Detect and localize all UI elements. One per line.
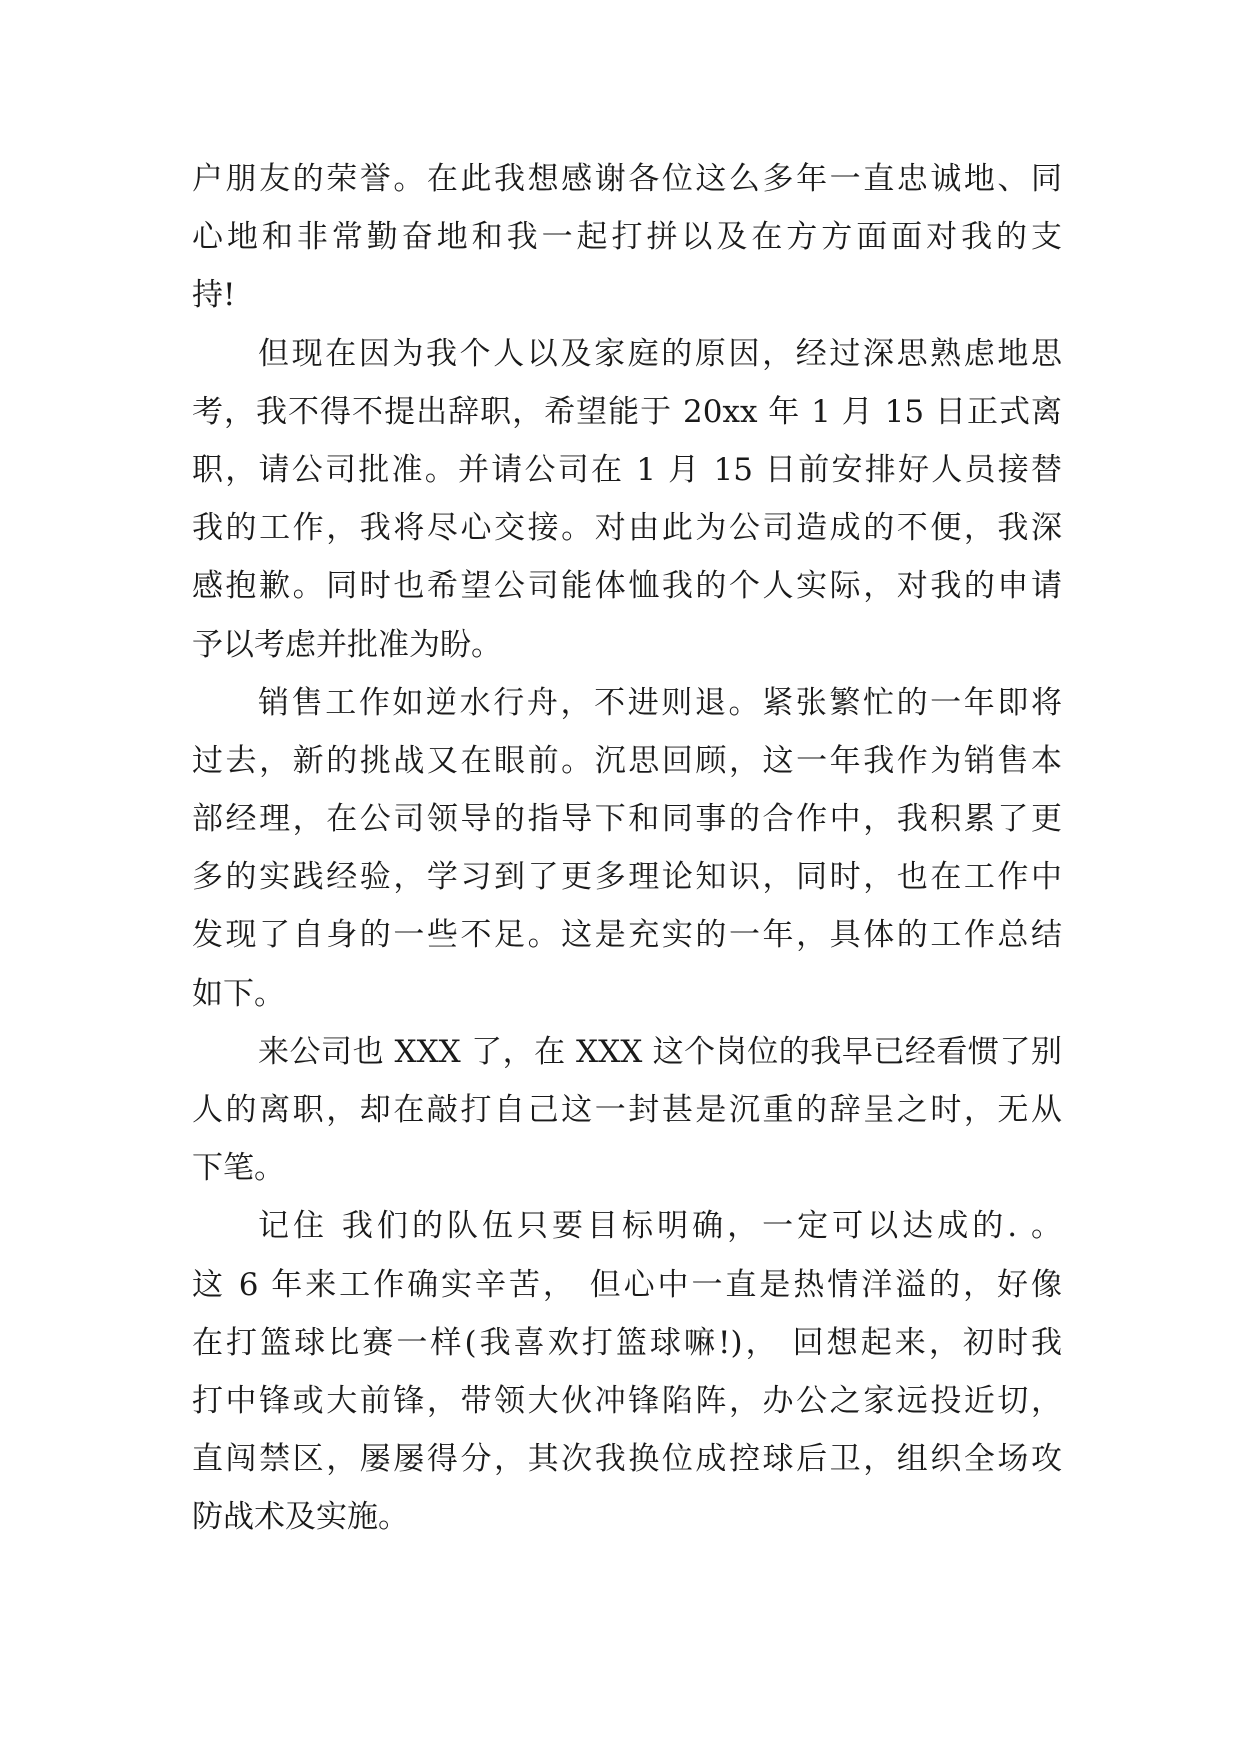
text-line: 但现在因为我个人以及家庭的原因，经过深思熟虑地思 — [258, 335, 1062, 372]
text-line: 记住 我们的队伍只要目标明确，一定可以达成的. 。 — [258, 1208, 1062, 1245]
text-line: 发现了自身的一些不足。这是充实的一年，具体的工作总结 — [192, 917, 1062, 954]
text-line: 心地和非常勤奋地和我一起打拼以及在方方面面对我的支 — [192, 219, 1062, 256]
text-line: 职，请公司批准。并请公司在 1 月 15 日前安排好人员接替 — [192, 451, 1062, 488]
text-line: 感抱歉。同时也希望公司能体恤我的个人实际，对我的申请 — [192, 568, 1062, 605]
text-line: 持! — [192, 277, 236, 314]
text-line: 销售工作如逆水行舟，不进则退。紧张繁忙的一年即将 — [258, 684, 1062, 721]
text-line: 过去，新的挑战又在眼前。沉思回顾，这一年我作为销售本 — [192, 742, 1062, 779]
text-line: 多的实践经验，学习到了更多理论知识，同时，也在工作中 — [192, 859, 1062, 896]
text-line: 人的离职，却在敲打自己这一封甚是沉重的辞呈之时，无从 — [192, 1092, 1062, 1128]
text-line: 来公司也 XXX 了，在 XXX 这个岗位的我早已经看惯了别 — [258, 1033, 1062, 1070]
text-line: 下笔。 — [192, 1150, 285, 1187]
paragraph — [192, 325, 1062, 674]
paragraph — [192, 674, 1062, 1023]
text-line: 考，我不得不提出辞职，希望能于 20xx 年 1 月 15 日正式离 — [192, 393, 1062, 430]
text-line: 打中锋或大前锋，带领大伙冲锋陷阵，办公之家远投近切， — [192, 1382, 1062, 1419]
paragraph — [192, 150, 1062, 325]
text-line: 如下。 — [192, 975, 285, 1012]
text-line: 在打篮球比赛一样(我喜欢打篮球嘛!)， 回想起来，初时我 — [192, 1324, 1062, 1361]
document-body — [192, 150, 1062, 1547]
text-line: 防战术及实施。 — [192, 1499, 409, 1536]
text-line: 部经理，在公司领导的指导下和同事的合作中，我积累了更 — [192, 801, 1062, 838]
text-line: 予以考虑并批准为盼。 — [192, 626, 502, 663]
paragraph — [192, 1197, 1062, 1546]
paragraph — [192, 1023, 1062, 1198]
text-line: 户朋友的荣誉。在此我想感谢各位这么多年一直忠诚地、同 — [192, 161, 1062, 197]
text-line: 这 6 年来工作确实辛苦， 但心中一直是热情洋溢的，好像 — [192, 1266, 1062, 1303]
text-line: 我的工作，我将尽心交接。对由此为公司造成的不便，我深 — [192, 510, 1062, 547]
text-line: 直闯禁区，屡屡得分，其次我换位成控球后卫，组织全场攻 — [192, 1441, 1062, 1478]
